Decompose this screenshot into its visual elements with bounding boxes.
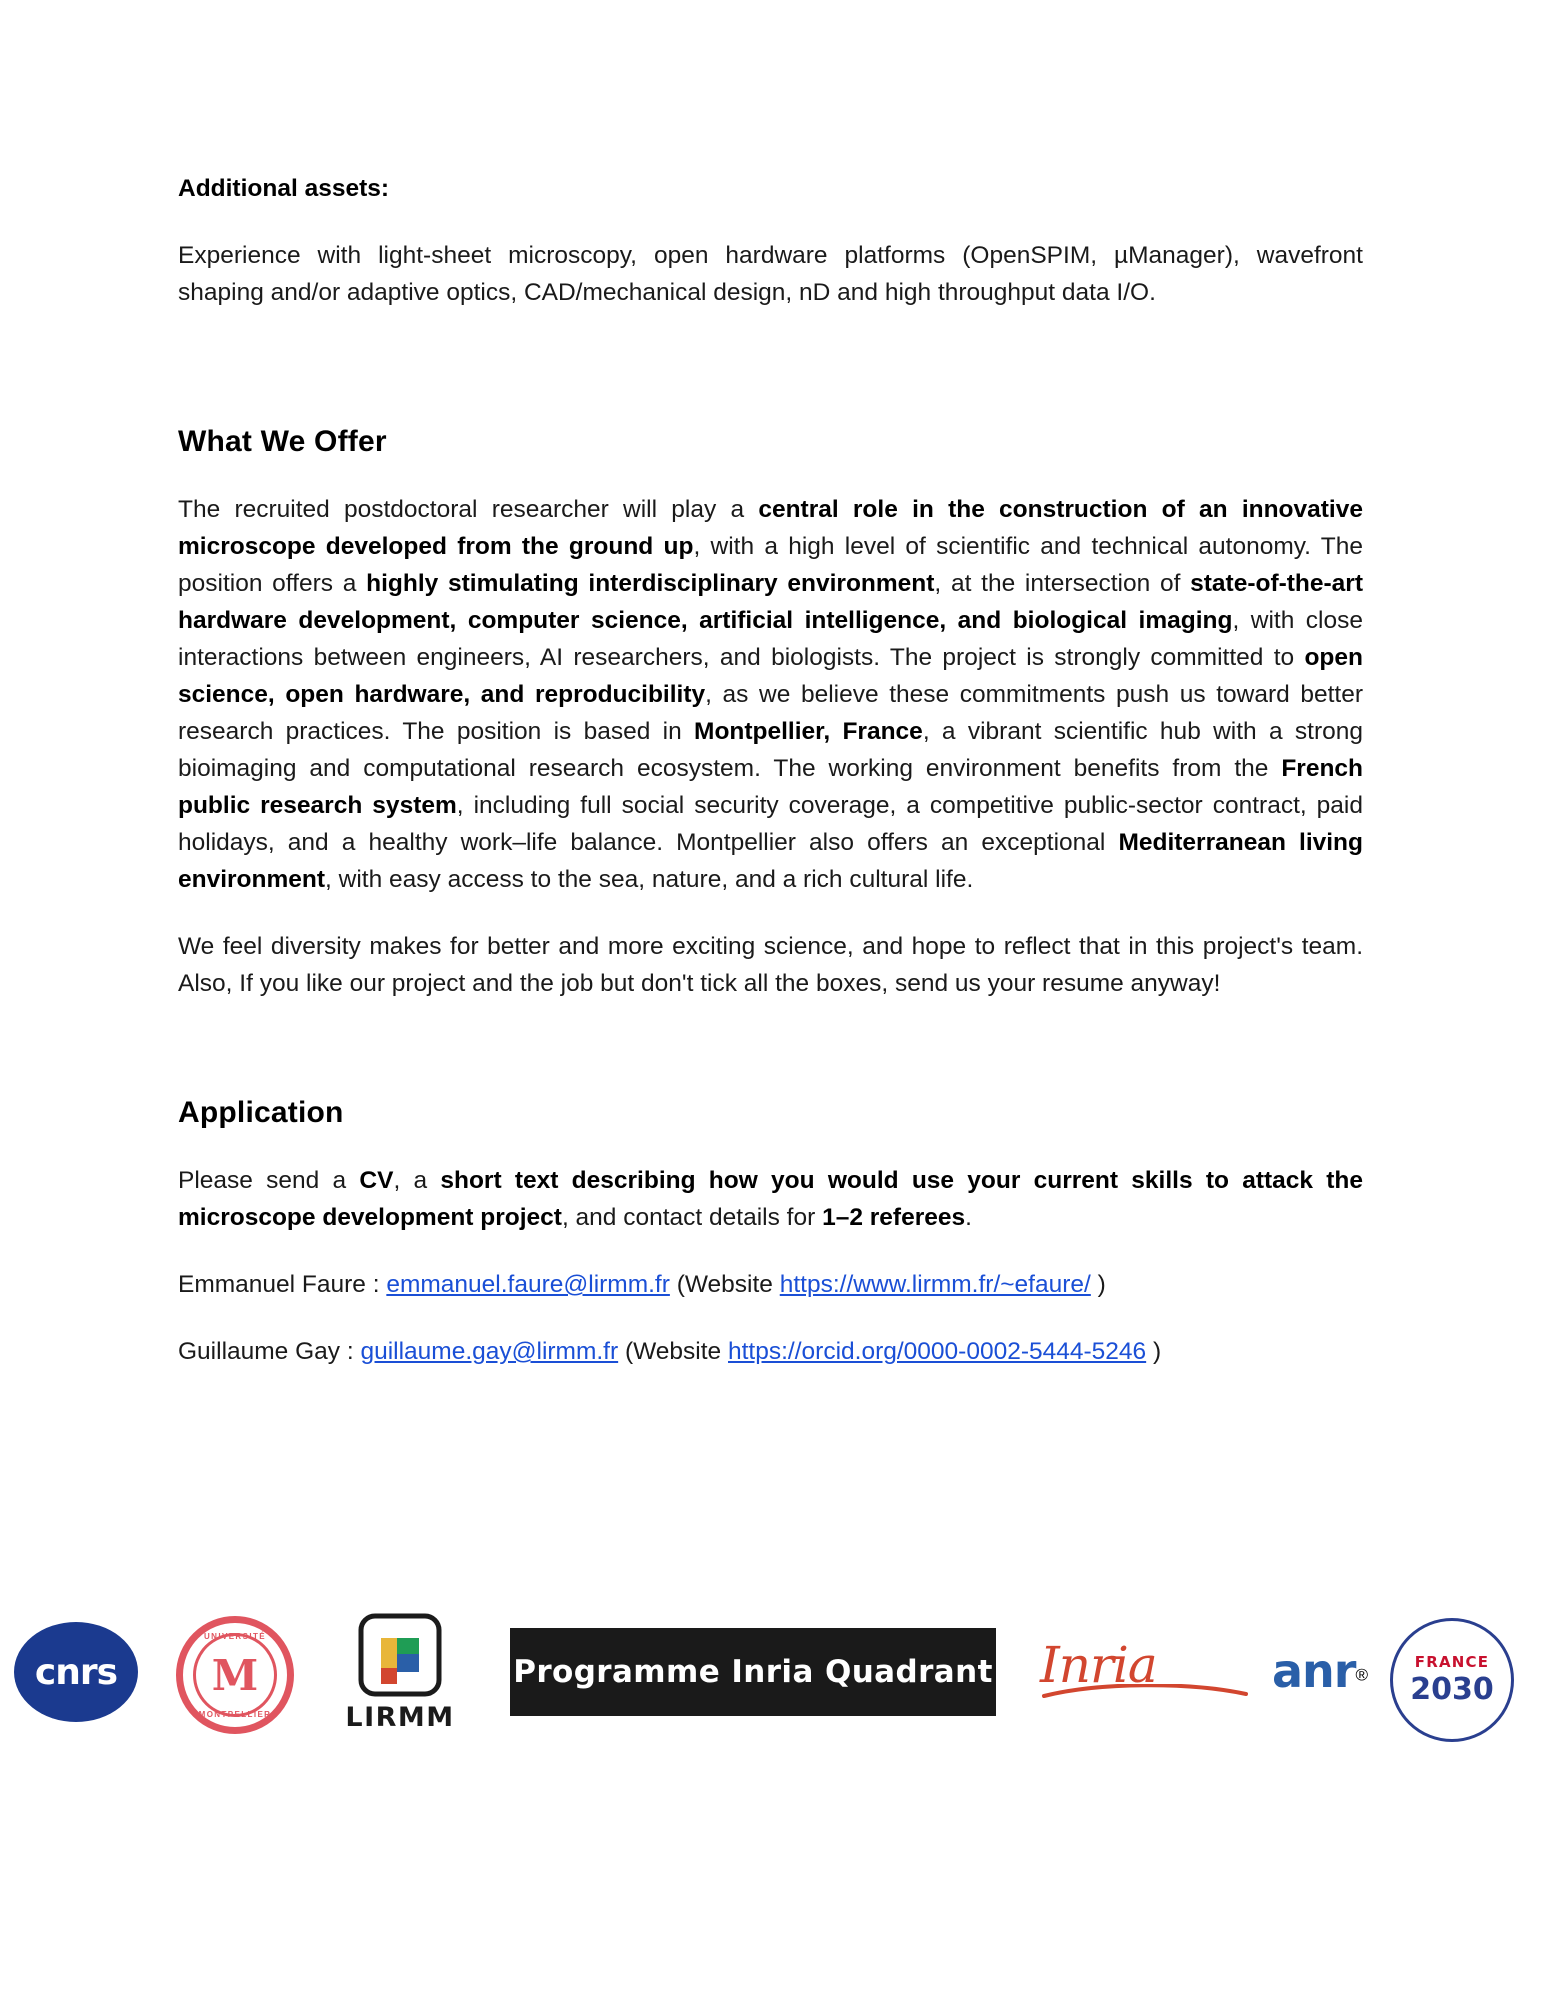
contact-line-1 [178,1266,1363,1303]
um-logo-bottom-text: MONTPELLIER [198,1710,272,1719]
inria-logo-text: Inria [1040,1636,1157,1694]
document-content [178,170,1363,1370]
um-logo-top-text: UNIVERSITÉ [203,1632,266,1641]
contact-1-name: Emmanuel Faure : [178,1271,387,1298]
inria-logo [1040,1636,1260,1706]
contact-line-2 [178,1333,1363,1370]
contact-1-suffix: ) [1090,1271,1106,1298]
anr-logo-mark: ® [1355,1665,1369,1685]
programme-inria-quadrant-logo [510,1628,996,1716]
contact-2-website-prefix: (Website [618,1338,728,1365]
application-paragraph: Please send a CV, a short text describing how you would use your current skills to attack the microscope development project, and contact details for 1–2 referees. [178,1167,1364,1231]
what-we-offer-paragraph-2: We feel diversity makes for better and more exciting science, and hope to reflect that in this project's team. Also, If you like our project and the job but don't tick all the boxes, send us your resume anyway! [178,933,1363,997]
contact-1-website-prefix: (Website [669,1271,780,1298]
contact-2-email-link[interactable]: guillaume.gay@lirmm.fr [360,1338,619,1365]
cnrs-logo [14,1622,138,1722]
additional-assets-heading: Additional assets: [178,175,390,202]
lirmm-logo [340,1612,460,1733]
france-2030-bottom-text: 2030 [1410,1672,1494,1707]
anr-logo [1272,1644,1368,1698]
france-2030-top-text: FRANCE [1414,1653,1490,1671]
lirmm-logo-text: LIRMM [345,1702,455,1733]
anr-logo-text: anr [1272,1644,1356,1698]
contact-2-name: Guillaume Gay : [178,1338,361,1365]
universite-montpellier-logo [176,1616,294,1734]
what-we-offer-heading: What We Offer [178,425,387,458]
contact-2-suffix: ) [1146,1338,1162,1365]
lirmm-cube-icon [357,1612,443,1698]
france-2030-logo [1390,1618,1514,1742]
funder-logo-strip [0,1600,1545,1760]
contact-1-website-link[interactable]: https://www.lirmm.fr/~efaure/ [779,1271,1091,1298]
additional-assets-body: Experience with light-sheet microscopy, open hardware platforms (OpenSPIM, µManager), wavefront shaping and/or adaptive optics, CAD/mechanical design, nD and high throughput data I/O. [178,242,1363,306]
um-logo-monogram-ring [193,1633,277,1717]
programme-inria-quadrant-text: Programme Inria Quadrant [513,1654,993,1690]
cnrs-logo-text: cnrs [34,1651,118,1693]
contact-2-website-link[interactable]: https://orcid.org/0000-0002-5444-5246 [728,1338,1147,1365]
um-logo-monogram: M [211,1650,259,1700]
contact-1-email-link[interactable]: emmanuel.faure@lirmm.fr [386,1271,670,1298]
what-we-offer-paragraph-1: The recruited postdoctoral researcher will play a central role in the construction of an innovative microscope developed from the ground up, with a high level of scientific and technical autonomy. The position offers a highly stimulating interdisciplinary environment, at the intersection of state-of-the-art hardware development, computer science, artificial intelligence, and biological imaging, with close interactions between engineers, AI researchers, and biologists. The project is strongly committed to open science, open hardware, and reproducibility, as we believe these commitments push us toward better research practices. The position is based in Montpellier, France, a vibrant scientific hub with a strong bioimaging and computational research ecosystem. The working environment benefits from the French public research system, including full social security coverage, a competitive public-sector contract, paid holidays, and a healthy work–life balance. Montpellier also offers an exceptional Mediterranean living environment, with easy access to the sea, nature, and a rich cultural life. [178,496,1364,893]
application-heading: Application [178,1096,344,1129]
